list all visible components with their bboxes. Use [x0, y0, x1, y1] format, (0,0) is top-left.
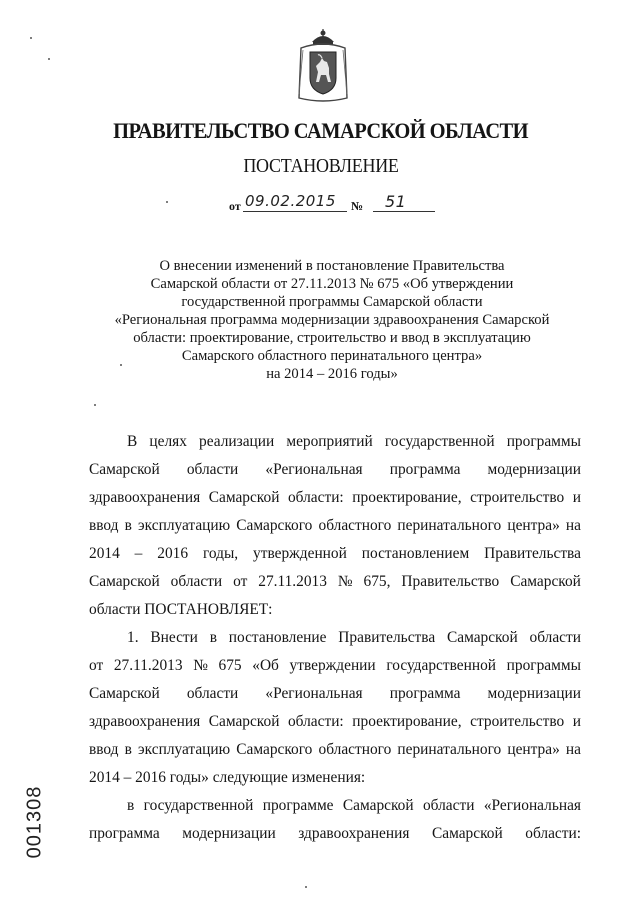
date-underline: [243, 211, 347, 212]
body-line: Самарской области от 27.11.2013 № 675, Правительство Самарской: [89, 573, 581, 590]
scan-speck: [94, 404, 96, 406]
body-paragraph-program: [89, 792, 581, 848]
body-line: от 27.11.2013 № 675 «Об утверждении государственной программы: [89, 657, 581, 674]
number-underline: [373, 211, 435, 212]
body-line: программа модернизации здравоохранения Самарской области:: [89, 825, 581, 842]
body-line: В целях реализации мероприятий государственной программы: [127, 433, 581, 450]
decree-date-number: [229, 192, 439, 214]
subject-line: «Региональная программа модернизации здравоохранения Самарской: [114, 312, 550, 328]
body-line: 2014 – 2016 годы, утвержденной постановлением Правительства: [89, 545, 581, 562]
body-paragraph-item-1: [89, 624, 581, 792]
subject-line: Самарской области от 27.11.2013 № 675 «Об утверждении: [150, 276, 514, 292]
body-line: Самарской области «Региональная программа модернизации: [89, 461, 581, 478]
body-line: 1. Внести в постановление Правительства Самарской области: [127, 629, 581, 646]
body-line: ввод в эксплуатацию Самарского областного перинатального центра» на: [89, 741, 581, 758]
subject-line: на 2014 – 2016 годы»: [266, 366, 398, 382]
body-line: в государственной программе Самарской области «Региональная: [127, 797, 581, 814]
page-code: 001308: [23, 785, 46, 859]
scan-speck: [305, 886, 307, 888]
handwritten-number: 51: [385, 192, 407, 211]
scan-speck: [30, 37, 32, 39]
handwritten-date: 09.02.2015: [245, 192, 336, 210]
body-line: Самарской области «Региональная программа модернизации: [89, 685, 581, 702]
subject-line: государственной программы Самарской области: [181, 294, 483, 310]
body-line: здравоохранения Самарской области: проектирование, строительство и: [89, 713, 581, 730]
subject-line: области: проектирование, строительство и ввод в эксплуатацию: [133, 330, 531, 346]
body-line: 2014 – 2016 годы» следующие изменения:: [89, 769, 366, 786]
body-paragraph-preamble: [89, 428, 581, 624]
body-line: ввод в эксплуатацию Самарского областного перинатального центра» на: [89, 517, 581, 534]
subject-line: Самарского областного перинатального центра»: [181, 348, 483, 364]
number-label: №: [351, 199, 364, 213]
subject-line: О внесении изменений в постановление Правительства: [159, 258, 505, 274]
page-code-stamp: [20, 772, 50, 872]
scan-speck: [120, 364, 122, 366]
document-type: ПОСТАНОВЛЕНИЕ: [243, 155, 399, 177]
body-line: области ПОСТАНОВЛЯЕТ:: [89, 601, 273, 618]
scan-speck: [48, 58, 50, 60]
body-line: здравоохранения Самарской области: проектирование, строительство и: [89, 489, 581, 506]
date-label: от: [229, 199, 241, 213]
coat-of-arms-samara-icon: [296, 28, 350, 104]
decree-subject: [92, 257, 572, 383]
government-title: ПРАВИТЕЛЬСТВО САМАРСКОЙ ОБЛАСТИ: [113, 118, 529, 143]
decree-body: [89, 428, 581, 848]
scan-speck: [166, 201, 168, 203]
